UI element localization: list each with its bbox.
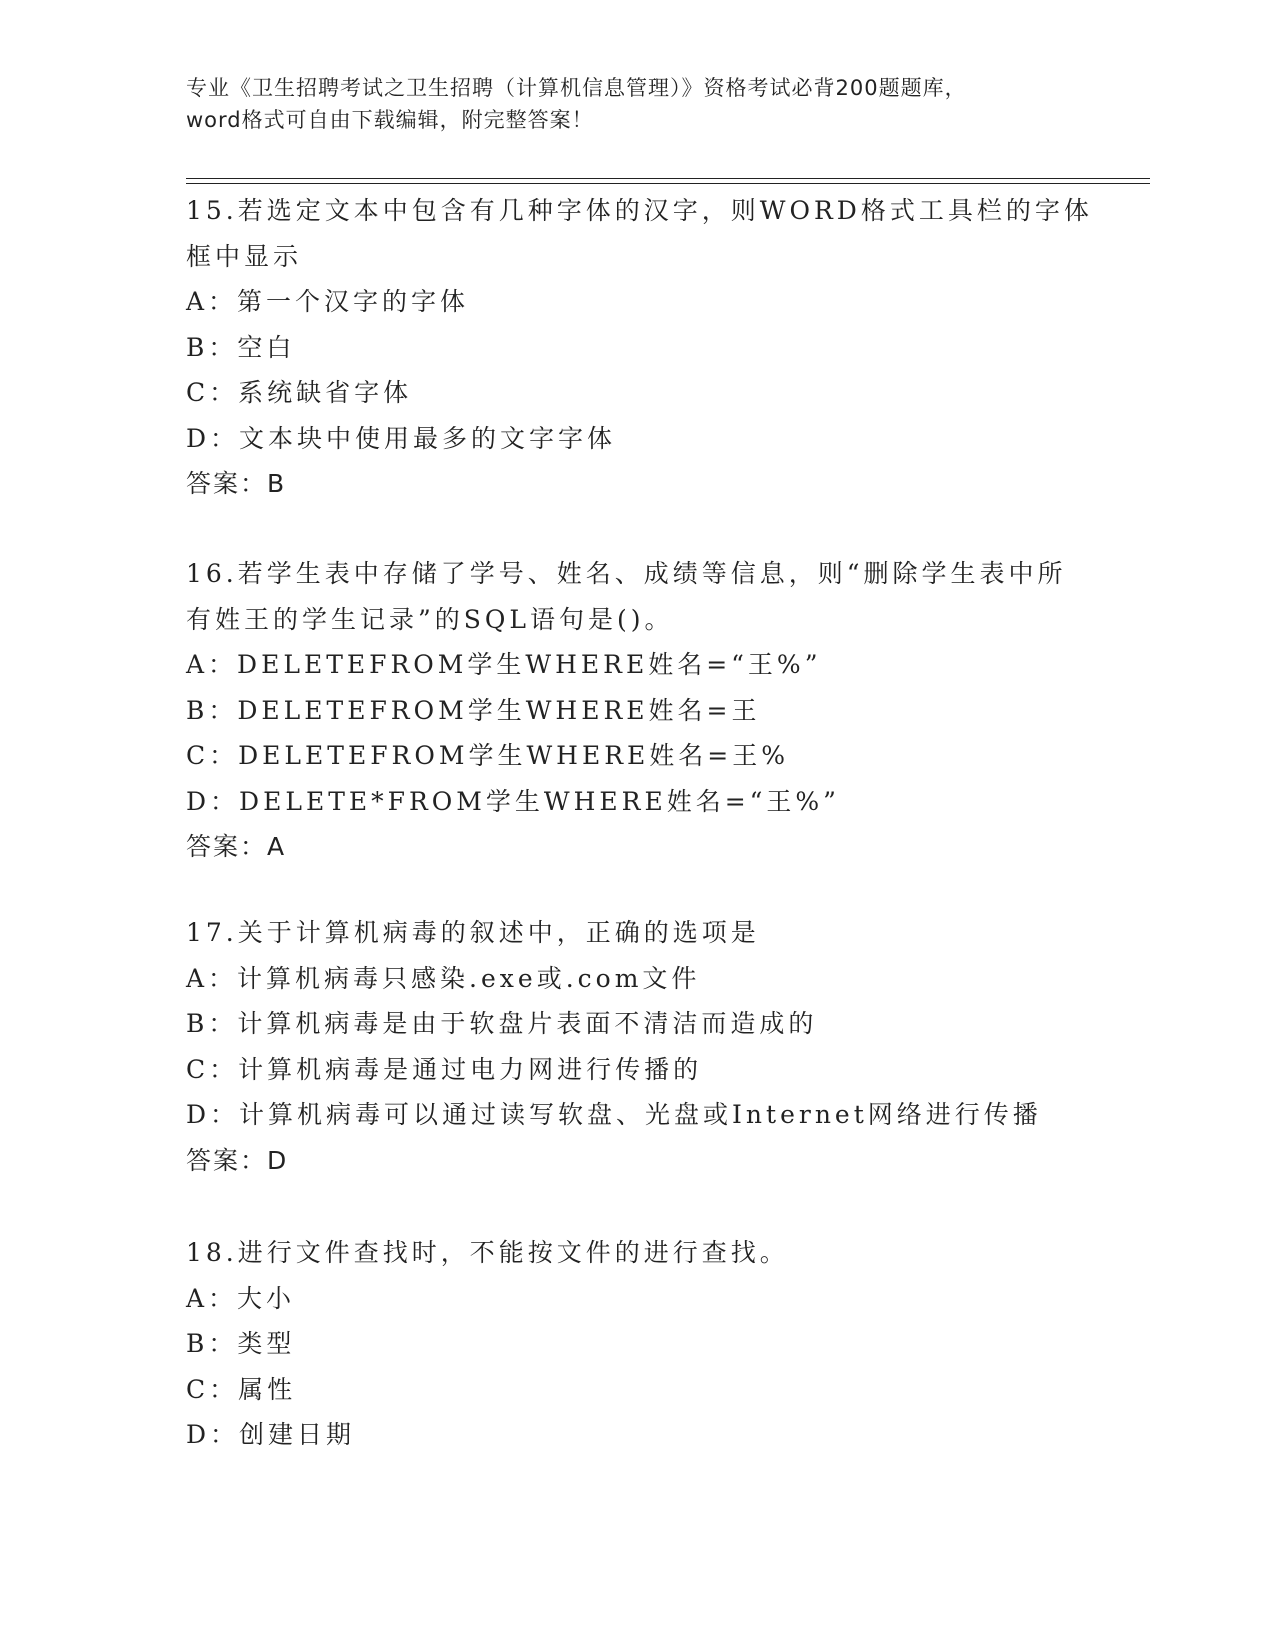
option-d: D：创建日期 [186,1420,356,1449]
option-a: A：计算机病毒只感染.exe或.com文件 [186,963,701,993]
question-stem: 框中显示 [186,241,303,271]
option-d: D：DELETE*FROM学生WHERE姓名=“王%” [186,786,840,816]
option-d: D：计算机病毒可以通过读写软盘、光盘或Internet网络进行传播 [186,1100,1042,1129]
option-b: B：类型 [186,1329,296,1358]
option-b: B：计算机病毒是由于软盘片表面不清洁而造成的 [186,1009,818,1038]
option-c: C：DELETEFROM学生WHERE姓名=王% [186,741,789,770]
question-18 [186,1230,1086,1458]
option-c: C：计算机病毒是通过电力网进行传播的 [186,1054,703,1084]
question-16 [186,551,1086,870]
answer: 答案：A [186,832,287,861]
option-c: C：属性 [186,1374,297,1404]
question-stem: 17.关于计算机病毒的叙述中，正确的选项是 [186,918,760,947]
question-stem: 15.若选定文本中包含有几种字体的汉字，则WORD格式工具栏的字体 [186,196,1093,225]
question-stem: 16.若学生表中存储了学号、姓名、成绩等信息，则“删除学生表中所 [186,559,1067,588]
option-a: A：DELETEFROM学生WHERE姓名=“王%” [186,650,822,679]
header-line-2: word格式可自由下载编辑，附完整答案！ [186,108,594,132]
header-divider-top [186,178,1150,179]
option-b: B：空白 [186,332,296,362]
answer: 答案：D [186,1145,289,1175]
header-line-1: 专业《卫生招聘考试之卫生招聘（计算机信息管理）》资格考试必背200题题库， [186,76,967,100]
option-b: B：DELETEFROM学生WHERE姓名=王 [186,695,761,725]
option-a: A：大小 [186,1283,296,1313]
question-15 [186,188,1093,507]
question-17 [186,910,1086,1183]
header-divider-bottom [186,183,1150,184]
question-stem: 有姓王的学生记录”的SQL语句是()。 [186,604,674,634]
page-header [186,72,1086,136]
option-a: A：第一个汉字的字体 [186,287,470,316]
option-c: C：系统缺省字体 [186,378,413,407]
answer: 答案：B [186,469,287,498]
option-d: D：文本块中使用最多的文字字体 [186,423,617,453]
question-stem: 18.进行文件查找时，不能按文件的进行查找。 [186,1238,789,1267]
